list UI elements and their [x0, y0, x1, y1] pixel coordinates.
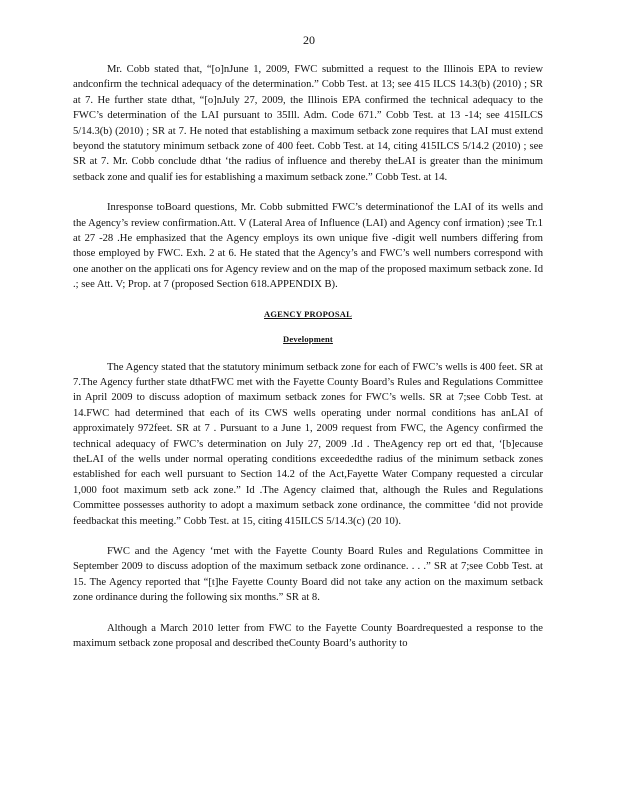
- paragraph-cobb-statement: Mr. Cobb stated that, “[o]nJune 1, 2009, FWC submitted a request to the Illinois EPA to review andconfirm the technical adequacy of the determination.” Cobb Test. at 13; see 415 ILCS 14.3(b) (2010) ; SR at 7. He further state dthat, “[o]nJuly 27, 2009, the Illinois EPA confirmed the technical adequacy to the FWC’s determination of the LAI pursuant to 35Ill. Adm. Code 671.” Cobb Test. at 13 -14; see 415ILCS 5/14.3(b) (2010) ; SR at 7. He noted that establishing a maximum setback zone requires that LAI must extend beyond the statutory minimum setback zone of 400 feet. Cobb Test. at 14, citing 415ILCS 5/14.2 (2010) ; see SR at 7. Mr. Cobb conclude dthat ‘the radius of influence and thereby theLAI is greater than the minimum setback zone and qualif ies for establishing a maximum setback zone.” Cobb Test. at 14.: [73, 64, 543, 183]
- document-body: [73, 62, 543, 651]
- paragraph-agency-statement: The Agency stated that the statutory minimum setback zone for each of FWC’s wells is 400 feet. SR at 7.The Agency further state dthatFWC met with the Fayette County Board’s Rules and Regulations Committee in April 2009 to discuss adoption of maximum setback zones for FWC’s wells. SR at 7;see Cobb Test. at 14.FWC had determined that each of its CWS wells operating under normal conditions has anLAI of approximately 972feet. SR at 7 . Pursuant to a June 1, 2009 request from FWC, the Agency confirmed the technical adequacy of FWC’s determination on July 27, 2009 .Id . TheAgency rep ort ed that, ‘[b]ecause theLAI of the wells under normal operating conditions exceededthe radius of the minimum setback zones established for each well pursuant to Section 14.2 of the Act,Fayette Water Company requested a circular 1,000 foot maximum setb ack zone.” Id .The Agency claimed that, although the Rules and Regulations Committee possesses authority to adopt a maximum setback zone ordinance, the committee ‘did not provide feedbackat this meeting.” Cobb Test. at 15, citing 415ILCS 5/14.3(c) (20 10).: [73, 361, 543, 527]
- page-number: 20: [303, 33, 315, 47]
- paragraph-fwc-meeting: FWC and the Agency ‘met with the Fayette County Board Rules and Regulations Committee in September 2009 to discuss adoption of the maximum setback zone ordinance. . . .” SR at 7;see Cobb Test. at 15. The Agency reported that “[t]he Fayette County Board did not take any action on the maximum setback zone ordinance during the following six months.” SR at 8.: [73, 545, 543, 604]
- subsection-heading-development: Development: [283, 334, 333, 345]
- section-heading-agency-proposal: AGENCY PROPOSAL: [264, 308, 352, 319]
- paragraph-march-letter: Although a March 2010 letter from FWC to the Fayette County Boardrequested a response to the maximum setback zone proposal and described theCounty Board’s authority to: [73, 622, 543, 649]
- paragraph-board-questions: Inresponse toBoard questions, Mr. Cobb submitted FWC’s determinationof the LAI of its wells and the Agency’s review confirmation.Att. V (Lateral Area of Influence (LAI) and Agency conf irmation) ;see Tr.1 at 27 -28 .He emphasized that the Agency employs its own unique five -digit well numbers differing from those employed by FWC. Exh. 2 at 6. He stated that the Agency’s and FWC’s well numbers correspond with one another on the applicati ons for Agency review and on the map of the proposed maximum setback zone. Id .; see Att. V; Prop. at 7 (proposed Section 618.APPENDIX B).: [73, 202, 543, 291]
